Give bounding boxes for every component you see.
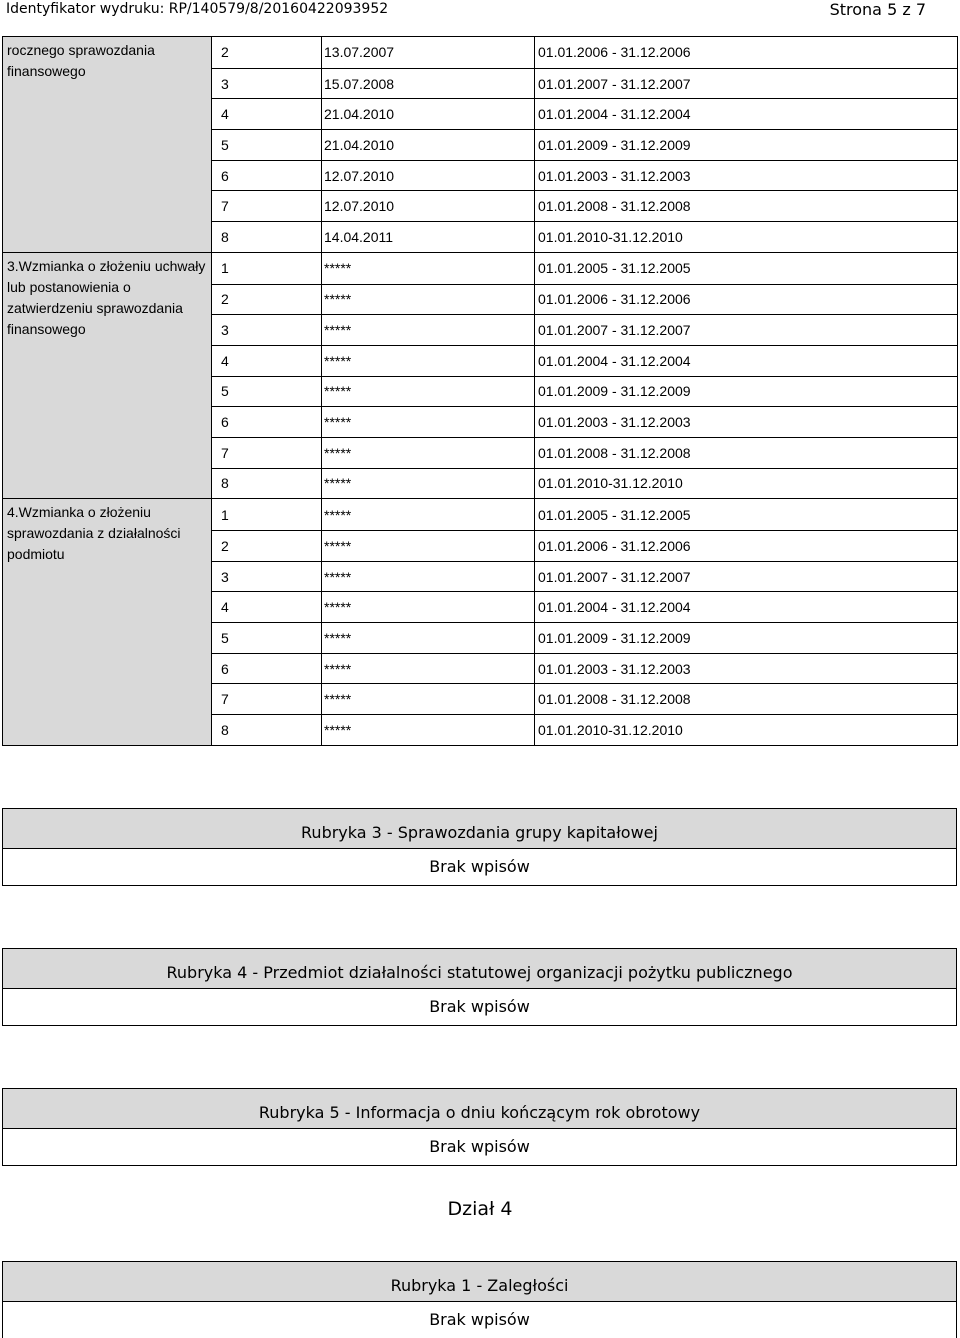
table-row: [212, 714, 957, 745]
rubryka-1-zaleglosci: [2, 1261, 957, 1338]
entry-period: 01.01.2003 - 31.12.2003: [538, 414, 691, 431]
entry-date: *****: [322, 684, 535, 714]
entry-period: 01.01.2010-31.12.2010: [538, 721, 683, 738]
entry-date: *****: [322, 469, 535, 499]
entry-date: *****: [322, 315, 535, 345]
entry-number: 6: [212, 161, 322, 191]
table-row: [212, 68, 957, 99]
entry-period: 01.01.2007 - 31.12.2007: [538, 322, 691, 339]
table-row: [212, 221, 957, 252]
table-row: [212, 37, 957, 68]
table-row: [212, 499, 957, 530]
entry-date: *****: [322, 407, 535, 437]
rubryka-body: Brak wpisów: [429, 1137, 530, 1156]
entry-period: 01.01.2008 - 31.12.2008: [538, 444, 691, 461]
entry-number: 5: [212, 623, 322, 653]
rubryka-body: Brak wpisów: [429, 857, 530, 876]
entry-date: 15.07.2008: [322, 69, 535, 99]
section-rows: [212, 37, 957, 252]
table-section: [2, 252, 957, 499]
entry-period: 01.01.2008 - 31.12.2008: [538, 198, 691, 215]
entry-number: 7: [212, 438, 322, 468]
table-row: [212, 190, 957, 221]
print-header: [0, 0, 960, 20]
entry-date: *****: [322, 438, 535, 468]
entry-date: 12.07.2010: [322, 161, 535, 191]
entry-date: *****: [322, 562, 535, 592]
entry-period: 01.01.2008 - 31.12.2008: [538, 691, 691, 708]
entry-period: 01.01.2010-31.12.2010: [538, 475, 683, 492]
entry-number: 8: [212, 469, 322, 499]
entry-period: 01.01.2003 - 31.12.2003: [538, 660, 691, 677]
entry-date: 12.07.2010: [322, 191, 535, 221]
table-row: [212, 622, 957, 653]
table-row: [212, 160, 957, 191]
entry-date: *****: [322, 499, 535, 530]
rubryka-body: Brak wpisów: [429, 1310, 530, 1329]
entry-number: 3: [212, 562, 322, 592]
entry-number: 7: [212, 191, 322, 221]
entry-period: 01.01.2004 - 31.12.2004: [538, 352, 691, 369]
entry-period: 01.01.2009 - 31.12.2009: [538, 629, 691, 646]
entry-number: 1: [212, 499, 322, 530]
entry-period: 01.01.2006 - 31.12.2006: [538, 291, 691, 308]
entry-period: 01.01.2005 - 31.12.2005: [538, 506, 691, 523]
table-row: [212, 591, 957, 622]
section-label: rocznego sprawozdania finansowego: [3, 37, 212, 252]
section-heading: Dział 4: [447, 1198, 513, 1220]
rubryka-3: [2, 808, 957, 886]
section-rows: [212, 253, 957, 499]
rubryka-title: Rubryka 5 - Informacja o dniu kończącym rok obrotowy: [3, 1089, 956, 1129]
entry-date: *****: [322, 654, 535, 684]
entry-number: 2: [212, 531, 322, 561]
entry-period: 01.01.2003 - 31.12.2003: [538, 167, 691, 184]
entry-number: 8: [212, 222, 322, 252]
entry-date: *****: [322, 531, 535, 561]
entry-number: 4: [212, 592, 322, 622]
section-label: 4.Wzmianka o złożeniu sprawozdania z działalności podmiotu: [3, 499, 212, 745]
entry-number: 7: [212, 684, 322, 714]
page-number: Strona 5 z 7: [829, 0, 926, 19]
entry-date: *****: [322, 253, 535, 284]
entry-number: 4: [212, 99, 322, 129]
print-identifier: Identyfikator wydruku: RP/140579/8/20160422093952: [6, 1, 389, 17]
entry-period: 01.01.2005 - 31.12.2005: [538, 260, 691, 277]
table-row: [212, 468, 957, 499]
entry-date: *****: [322, 377, 535, 407]
entry-date: *****: [322, 715, 535, 745]
rubryka-4: [2, 948, 957, 1026]
entry-number: 4: [212, 346, 322, 376]
entry-number: 2: [212, 285, 322, 315]
entry-period: 01.01.2006 - 31.12.2006: [538, 44, 691, 61]
entry-number: 2: [212, 37, 322, 68]
entry-date: *****: [322, 623, 535, 653]
entry-date: 21.04.2010: [322, 130, 535, 160]
entry-date: *****: [322, 346, 535, 376]
entry-period: 01.01.2007 - 31.12.2007: [538, 568, 691, 585]
entry-period: 01.01.2006 - 31.12.2006: [538, 537, 691, 554]
entries-table: [2, 36, 958, 746]
rubryka-body: Brak wpisów: [429, 997, 530, 1016]
rubryka-title: Rubryka 3 - Sprawozdania grupy kapitałowej: [3, 809, 956, 849]
entry-period: 01.01.2009 - 31.12.2009: [538, 136, 691, 153]
section-label: 3.Wzmianka o złożeniu uchwały lub postanowienia o zatwierdzeniu sprawozdania finansowego: [3, 253, 212, 499]
table-row: [212, 129, 957, 160]
entry-number: 6: [212, 407, 322, 437]
entry-date: 21.04.2010: [322, 99, 535, 129]
rubryka-title: Rubryka 1 - Zaległości: [3, 1262, 956, 1302]
table-row: [212, 284, 957, 315]
entry-number: 6: [212, 654, 322, 684]
table-row: [212, 253, 957, 284]
entry-period: 01.01.2009 - 31.12.2009: [538, 383, 691, 400]
rubryka-5: [2, 1088, 957, 1166]
entry-number: 3: [212, 315, 322, 345]
entry-number: 5: [212, 377, 322, 407]
entry-date: *****: [322, 285, 535, 315]
entry-period: 01.01.2004 - 31.12.2004: [538, 106, 691, 123]
entry-period: 01.01.2007 - 31.12.2007: [538, 75, 691, 92]
section-rows: [212, 499, 957, 745]
table-row: [212, 406, 957, 437]
table-row: [212, 561, 957, 592]
rubryka-title: Rubryka 4 - Przedmiot działalności statutowej organizacji pożytku publicznego: [3, 949, 956, 989]
table-row: [212, 653, 957, 684]
table-row: [212, 437, 957, 468]
table-row: [212, 376, 957, 407]
entry-number: 8: [212, 715, 322, 745]
table-row: [212, 345, 957, 376]
table-row: [212, 683, 957, 714]
entry-number: 5: [212, 130, 322, 160]
table-section: [2, 498, 957, 745]
table-row: [212, 530, 957, 561]
table-section: [2, 37, 957, 252]
table-row: [212, 314, 957, 345]
table-row: [212, 98, 957, 129]
entry-date: *****: [322, 592, 535, 622]
entry-number: 3: [212, 69, 322, 99]
entry-period: 01.01.2010-31.12.2010: [538, 228, 683, 245]
entry-date: 14.04.2011: [322, 222, 535, 252]
entry-number: 1: [212, 253, 322, 284]
entry-date: 13.07.2007: [322, 37, 535, 68]
entry-period: 01.01.2004 - 31.12.2004: [538, 599, 691, 616]
